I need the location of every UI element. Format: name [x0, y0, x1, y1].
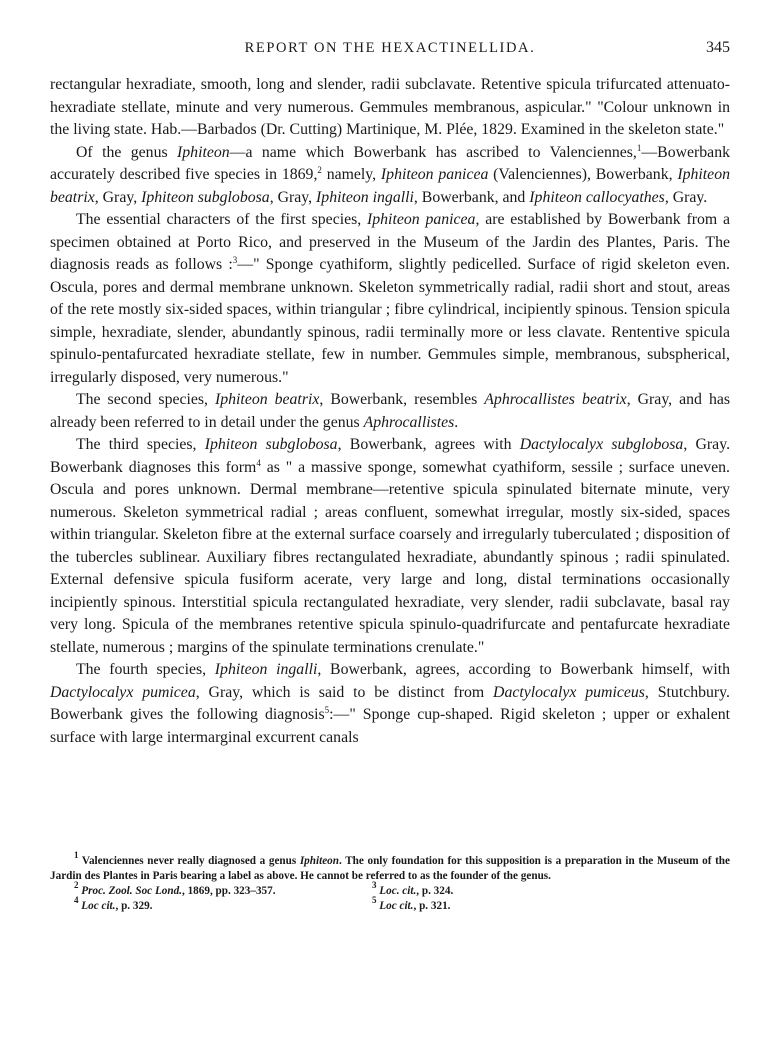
- species-name: Iphiteon beatrix: [50, 166, 730, 206]
- running-head: REPORT ON THE HEXACTINELLIDA.: [244, 40, 536, 56]
- page-header: [50, 40, 730, 64]
- footnote-mark: 2: [74, 880, 79, 890]
- footnote-mark: 3: [372, 880, 377, 890]
- species-name: Iphiteon callocyathes: [529, 188, 665, 206]
- species-name: Iphiteon subglobosa: [141, 188, 270, 206]
- footnote-row: [50, 894, 730, 914]
- species-name: Dactylocalyx pumiceus: [493, 683, 645, 701]
- species-name: Dactylocalyx subglobosa: [519, 436, 684, 453]
- footnote-ref: 1: [636, 142, 642, 153]
- page-number: 345: [706, 39, 730, 56]
- citation-source: Loc cit.: [379, 899, 414, 912]
- paragraph-5: The third species, Iphiteon subglobosa, Bowerbank, agrees with Dactylocalyx subglobosa, Gray. Bowerbank diagnoses this form$^4$ as " a massive sponge, somewhat cyathiform, sessile ; surface uneven. Oscula and pores unknown. Dermal membrane—retentive spicula spinulated biternate minute, very numerous. Skeleton symmetrical radial ; areas confluent, somewhat irregular, mostly six-sided, spaces within triangular. Skeleton fibre at the external surface coarsely and irregularly tuberculated ; disposition of the tubercles sublinear. Auxiliary fibres rectangulated hexradiate, abundantly spinous ; radii spinulated. External defensive spicula fusiform acerate, very large and long, distal terminations occasionally incipiently spinous. Interstitial spicula rectangulated hexradiate, very slender, radii subclavate, basal ray very long. Spicula of the membranes retentive spicula spinulo-quadrifurcate and pentafurcate hexradiate stellate, numerous ; margins of the spinulate terminations crenulate.": [50, 436, 731, 656]
- citation-source: Loc cit.: [81, 899, 116, 912]
- paragraph-4: The second species, Iphiteon beatrix, Bowerbank, resembles Aphrocallistes beatrix, Gray, and has already been referred to in detail under the genus Aphrocallistes.: [50, 391, 730, 431]
- paragraph-3: The essential characters of the first species, Iphiteon panicea, are established by Bowerbank from a specimen obtained at Porto Rico, and preserved in the Museum of the Jardin des Plantes, Paris. The diagnosis reads as follows :$^3$—" Sponge cyathiform, slightly pedicelled. Surface of rigid skeleton even. Oscula, pores and dermal membrane unknown. Skeleton symmetrically radial, radii short and stout, areas of the rete mostly six-sided spaces, within triangular ; fibre cylindrical, incipiently spinous. Tension spicula simple, hexradiate, slender, abundantly spinous, radii terminally more or less clavate. Rententive spicula spinulo-pentafurcated hexradiate stellate, few in number. Gemmules simple, membranous, subspherical, irregularly disposed, very numerous.": [50, 211, 730, 386]
- paragraph-1: rectangular hexradiate, smooth, long and slender, radii subclavate. Retentive spicula trifurcated attenuato-hexradiate stellate, minute and very numerous. Gemmules membranous, aspicular." "Colour unknown in the living state. Hab.—Barbados (Dr. Cutting) Martinique, M. Plée, 1829. Examined in the skeleton state.": [50, 76, 730, 138]
- footnote-1: $^1$ Valenciennes never really diagnosed a genus Iphiteon. The only foundation for this supposition is a preparation in the Museum of the Jardin des Plantes in Paris bearing a label as above. He cannot be referred to as the founder of the genus.: [50, 850, 730, 882]
- footnote-4: $^4$ Loc cit., p. 329.: [74, 894, 153, 912]
- genus-name: Iphiteon: [299, 855, 339, 867]
- species-name: Iphiteon ingalli: [214, 661, 318, 678]
- footnote-2: $^2$ Proc. Zool. Soc Lond., 1869, pp. 323–357.: [74, 880, 276, 897]
- species-name: Iphiteon ingalli: [316, 188, 414, 206]
- footnote-ref: 5: [324, 705, 330, 715]
- footnote-row: [50, 880, 730, 899]
- footnote-ref: 3: [232, 255, 238, 265]
- paragraph-2: Of the genus Iphiteon—a name which Bowerbank has ascribed to Valenciennes,$^1$—Bowerbank accurately described five species in 1869,$^2$ namely, Iphiteon panicea (Valenciennes), Bowerbank, Iphiteon beatrix, Gray, Iphiteon subglobosa, Gray, Iphiteon ingalli, Bowerbank, and Iphiteon callocyathes, Gray.: [50, 142, 730, 206]
- footnote-5: $^5$ Loc cit., p. 321.: [372, 894, 451, 912]
- footnote-ref: 2: [317, 165, 322, 175]
- body-text: [50, 74, 730, 749]
- footnote-ref: 4: [256, 457, 261, 468]
- species-name: Dactylocalyx pumicea: [50, 683, 196, 701]
- footnote-mark: 4: [74, 894, 79, 905]
- species-name: Iphiteon beatrix: [214, 391, 320, 408]
- citation-source: Loc. cit.: [379, 885, 417, 897]
- species-name: Aphrocallistes beatrix: [484, 391, 627, 408]
- footnote-3: $^3$ Loc. cit., p. 324.: [372, 880, 454, 897]
- paragraph-6: The fourth species, Iphiteon ingalli, Bowerbank, agrees, according to Bowerbank himself, with Dactylocalyx pumicea, Gray, which is said to be distinct from Dactylocalyx pumiceus, Stutchbury. Bowerbank gives the following diagnosis$^5$:—" Sponge cup-shaped. Rigid skeleton ; upper or exhalent surface with large intermarginal excurrent canals: [50, 661, 731, 746]
- genus-name: Iphiteon: [177, 143, 230, 161]
- citation-source: Proc. Zool. Soc Lond.: [81, 885, 182, 897]
- footnote-mark: 1: [74, 850, 79, 860]
- footnotes: [50, 850, 730, 913]
- species-name: Iphiteon panicea: [367, 211, 476, 228]
- genus-name: Aphrocallistes: [363, 413, 455, 431]
- species-name: Iphiteon subglobosa: [204, 436, 338, 453]
- footnote-mark: 5: [372, 894, 377, 905]
- species-name: Iphiteon panicea: [380, 166, 489, 183]
